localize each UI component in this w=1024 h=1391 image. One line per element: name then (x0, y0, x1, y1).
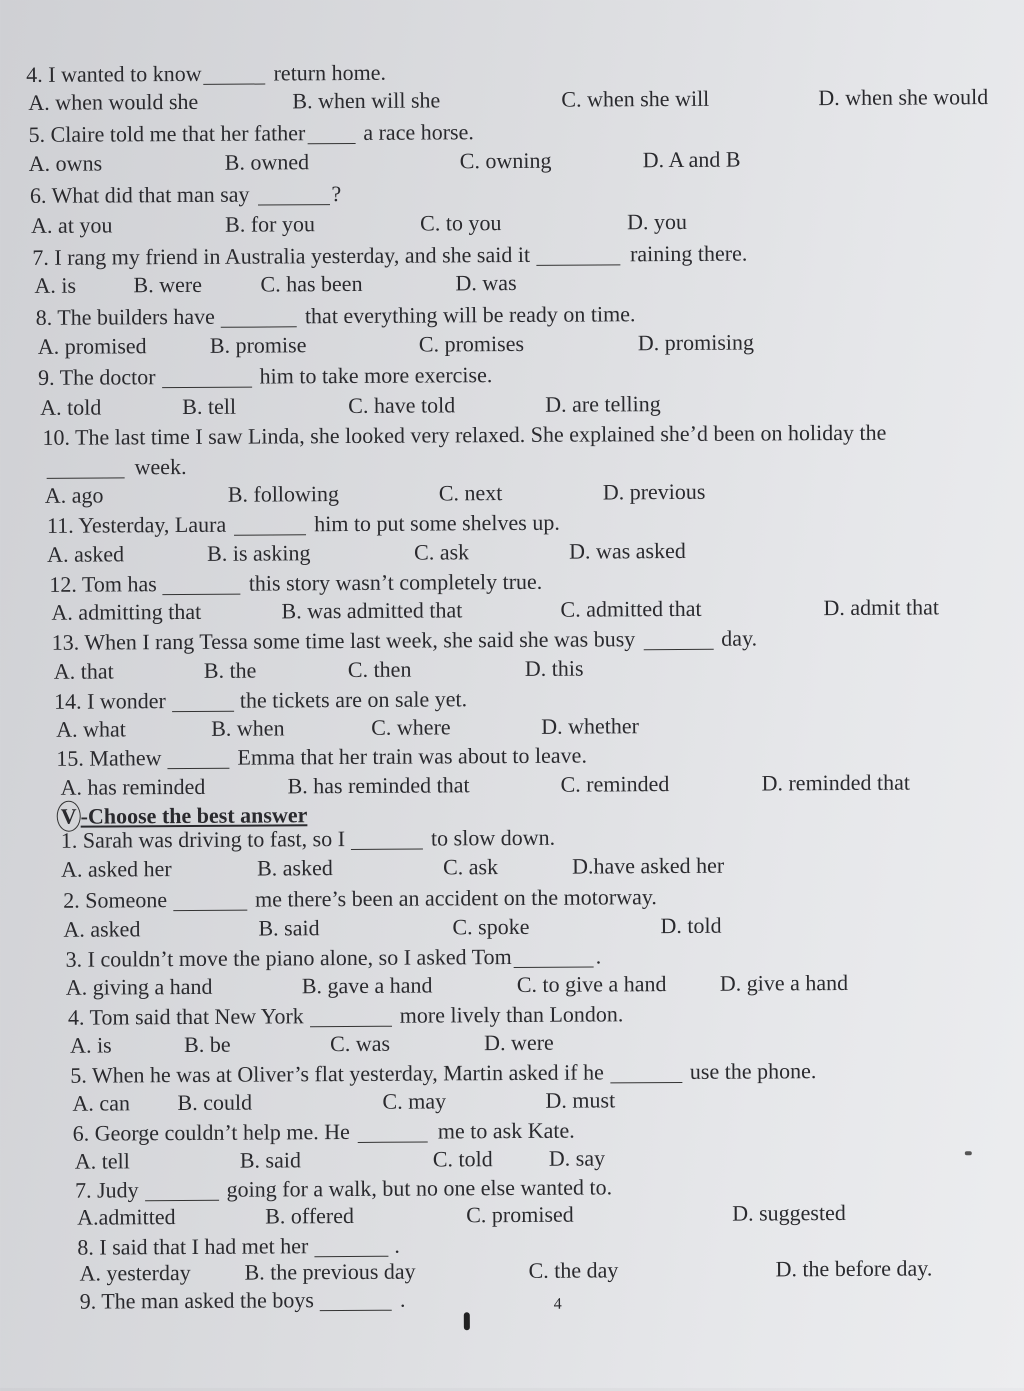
answer-blank (610, 1060, 682, 1083)
question-text: 8. I said that I had met her (77, 1233, 309, 1260)
option-a: A. admitting that (51, 598, 202, 625)
question-text-end: use the phone. (689, 1058, 817, 1084)
option-a: A. tell (74, 1148, 130, 1174)
answer-blank (351, 827, 423, 850)
option-d: D. you (627, 208, 688, 235)
option-c: C. ask (442, 854, 499, 880)
answer-blank (47, 455, 125, 478)
answer-blank (203, 61, 265, 84)
option-d: D. this (524, 655, 584, 681)
question-text-end: a race horse. (363, 119, 474, 145)
option-c: C. promises (418, 330, 525, 357)
answer-blank (172, 689, 234, 712)
question-text-end: . (399, 1286, 406, 1312)
page-number: 4 (553, 1295, 562, 1313)
answer-blank (514, 945, 594, 968)
question-text-end: week. (134, 453, 187, 480)
question-text-end: me there’s been an accident on the motorway. (255, 884, 657, 912)
option-c: C. may (382, 1088, 447, 1114)
question-text: 12. Tom has (49, 571, 157, 597)
question-text: 4. I wanted to know (26, 60, 202, 87)
option-d: D. was asked (569, 537, 686, 564)
question-text: 11. Yesterday, Laura (46, 511, 227, 538)
option-c: C. reminded (560, 771, 670, 797)
option-d: D. whether (541, 713, 640, 739)
question-text-end: return home. (273, 59, 387, 86)
answer-blank (257, 182, 329, 205)
option-a: A. can (72, 1090, 130, 1116)
option-d: D.have asked her (571, 852, 725, 879)
answer-blank (320, 1288, 392, 1311)
answer-blank (310, 1004, 392, 1028)
section-number: V (57, 801, 81, 832)
answer-blank (221, 304, 297, 327)
section-title: -Choose the best answer (80, 802, 308, 829)
option-c: C. the day (528, 1257, 619, 1283)
question-text: 4. Tom said that New York (67, 1003, 304, 1030)
option-c: C. owning (459, 147, 552, 174)
option-d: D. told (660, 912, 722, 939)
answer-blank (307, 121, 355, 144)
answer-blank (167, 746, 229, 769)
question-text: 10. The last time I saw Linda, she looked very relaxed. She explained she’d been on holiday the (42, 419, 887, 450)
question-text-end: that everything will be ready on time. (304, 301, 636, 329)
option-a: A. promised (37, 333, 147, 359)
option-a: A. what (56, 716, 126, 742)
option-c: C. promised (466, 1201, 574, 1228)
question-text-end: . (394, 1232, 400, 1258)
section-v-options-1 (1, 849, 1024, 884)
question-text-end: Emma that her train was about to leave. (237, 742, 587, 770)
answer-blank (536, 242, 620, 266)
option-d: D. suggested (732, 1199, 846, 1226)
option-a: A. is (70, 1032, 112, 1058)
question-text: 1. Sarah was driving to fast, so I (60, 826, 346, 853)
question-text: 15. Mathew (56, 745, 162, 771)
option-c: C. where (371, 714, 451, 740)
question-text: 3. I couldn’t move the piano alone, so I asked Tom (65, 944, 512, 972)
option-a-letter: A. (60, 774, 83, 800)
option-a: A. at you (31, 212, 113, 238)
option-d: D. reminded that (761, 769, 911, 796)
question-text-end: more lively than London. (399, 1001, 624, 1028)
answer-blank (145, 1178, 219, 1201)
option-a: A.admitted (77, 1204, 176, 1230)
option-b: B. the (203, 657, 257, 683)
option-b: B. were (133, 271, 202, 298)
question-text: 9. The doctor (37, 364, 156, 390)
question-text-end: the tickets are on sale yet. (239, 686, 468, 713)
option-b: B. was admitted that (281, 597, 463, 624)
option-a: A. when would she (28, 88, 199, 115)
option-c: C. was (330, 1030, 391, 1057)
answer-blank (173, 888, 247, 911)
option-b: B. when (211, 715, 285, 741)
question-text: 7. I rang my friend in Australia yesterday, and she said it (32, 241, 531, 270)
options-15 (0, 767, 1024, 802)
option-b: B. said (239, 1147, 302, 1173)
option-c: C. has been (260, 270, 363, 297)
section-v-question-9 (4, 1281, 1024, 1316)
option-b: B. when will she (292, 87, 441, 114)
answer-blank (163, 572, 241, 595)
option-b: B. has reminded that (287, 772, 470, 799)
question-text-end: to slow down. (430, 824, 556, 851)
answer-blank (162, 365, 252, 389)
option-a: A. giving a hand (65, 973, 213, 1000)
option-d: D. admit that (823, 594, 940, 621)
option-d: D. give a hand (719, 969, 849, 996)
question-text: 5. Claire told me that her father (28, 120, 306, 147)
question-text-end: day. (721, 625, 758, 651)
answer-blank (234, 512, 306, 535)
option-d: D. A and B (642, 146, 741, 173)
option-d: D. promising (637, 329, 755, 356)
option-b: B. said (258, 915, 320, 941)
question-text-end: him to put some shelves up. (314, 509, 560, 537)
option-b: B. for you (225, 211, 316, 237)
options-7 (0, 265, 1022, 300)
option-c: C. then (347, 656, 412, 683)
option-d: D. say (548, 1145, 606, 1171)
option-b: B. following (227, 481, 340, 507)
question-text-end: this story wasn’t completely true. (248, 568, 543, 596)
option-a: A. is (34, 272, 77, 298)
answer-blank (643, 627, 713, 650)
option-d: D. when she would (818, 84, 989, 111)
options-4 (0, 82, 1020, 117)
answer-blank (314, 1234, 388, 1257)
options-5 (0, 143, 1021, 178)
question-text: 6. What did that man say (29, 181, 250, 208)
option-d: D. are telling (545, 391, 661, 417)
question-text: 5. When he was at Oliver’s flat yesterday, Martin asked if he (70, 1059, 604, 1088)
option-b: B. could (177, 1089, 253, 1116)
option-c: C. to you (420, 210, 502, 236)
option-a: A. that (53, 658, 114, 684)
answer-blank (358, 1120, 428, 1143)
option-a: A. asked (47, 541, 125, 567)
option-c: C. to give a hand (516, 971, 667, 997)
question-text: 9. The man asked the boys (79, 1287, 314, 1314)
option-b: B. offered (265, 1202, 355, 1229)
ink-mark (464, 1312, 470, 1330)
option-a: A. asked her (60, 856, 172, 882)
question-text-end: . (595, 943, 602, 969)
option-b: B. is asking (207, 540, 311, 566)
options-8 (0, 326, 1022, 361)
option-a: A. asked (63, 916, 141, 942)
option-b: B. the previous day (244, 1258, 416, 1285)
option-a: has reminded (87, 773, 206, 800)
question-text: 7. Judy (74, 1177, 139, 1203)
option-b: B. be (184, 1031, 231, 1058)
question-text: 13. When I rang Tessa some time last week, she said she was busy (51, 626, 636, 655)
question-text-end: raining there. (629, 240, 748, 267)
option-a: A. told (40, 394, 102, 420)
option-b: B. promise (209, 332, 307, 358)
option-d: D. were (484, 1029, 554, 1056)
option-c: C. have told (348, 392, 456, 418)
question-text-end: going for a walk, but no one else wanted to. (226, 1174, 613, 1202)
option-b: B. tell (182, 393, 237, 420)
question-text-end: me to ask Kate. (437, 1117, 575, 1144)
question-text-end: ? (331, 181, 342, 207)
option-d: D. the before day. (775, 1255, 933, 1282)
question-text-end: him to take more exercise. (259, 362, 493, 389)
option-c: C. told (432, 1146, 493, 1172)
question-text: 14. I wonder (53, 688, 166, 714)
option-a: A. yesterday (79, 1259, 191, 1286)
question-text: 8. The builders have (35, 303, 215, 330)
option-c: C. spoke (452, 913, 530, 940)
question-text: 6. George couldn’t help me. He (72, 1118, 350, 1146)
option-d: D. previous (602, 478, 706, 505)
options-6 (0, 205, 1021, 240)
option-b: B. gave a hand (301, 972, 433, 999)
option-c: C. admitted that (560, 595, 702, 622)
ink-dot (965, 1151, 972, 1155)
option-b: B. owned (224, 149, 310, 175)
option-c: C. ask (414, 539, 470, 565)
option-b: B. asked (256, 855, 333, 881)
option-d: D. must (545, 1087, 616, 1113)
option-c: C. next (438, 480, 503, 506)
option-a: A. owns (28, 150, 103, 176)
option-a: A. ago (44, 482, 104, 508)
option-c: C. when she will (561, 85, 710, 112)
question-text: 2. Someone (63, 887, 168, 913)
option-d: D. was (455, 269, 517, 296)
